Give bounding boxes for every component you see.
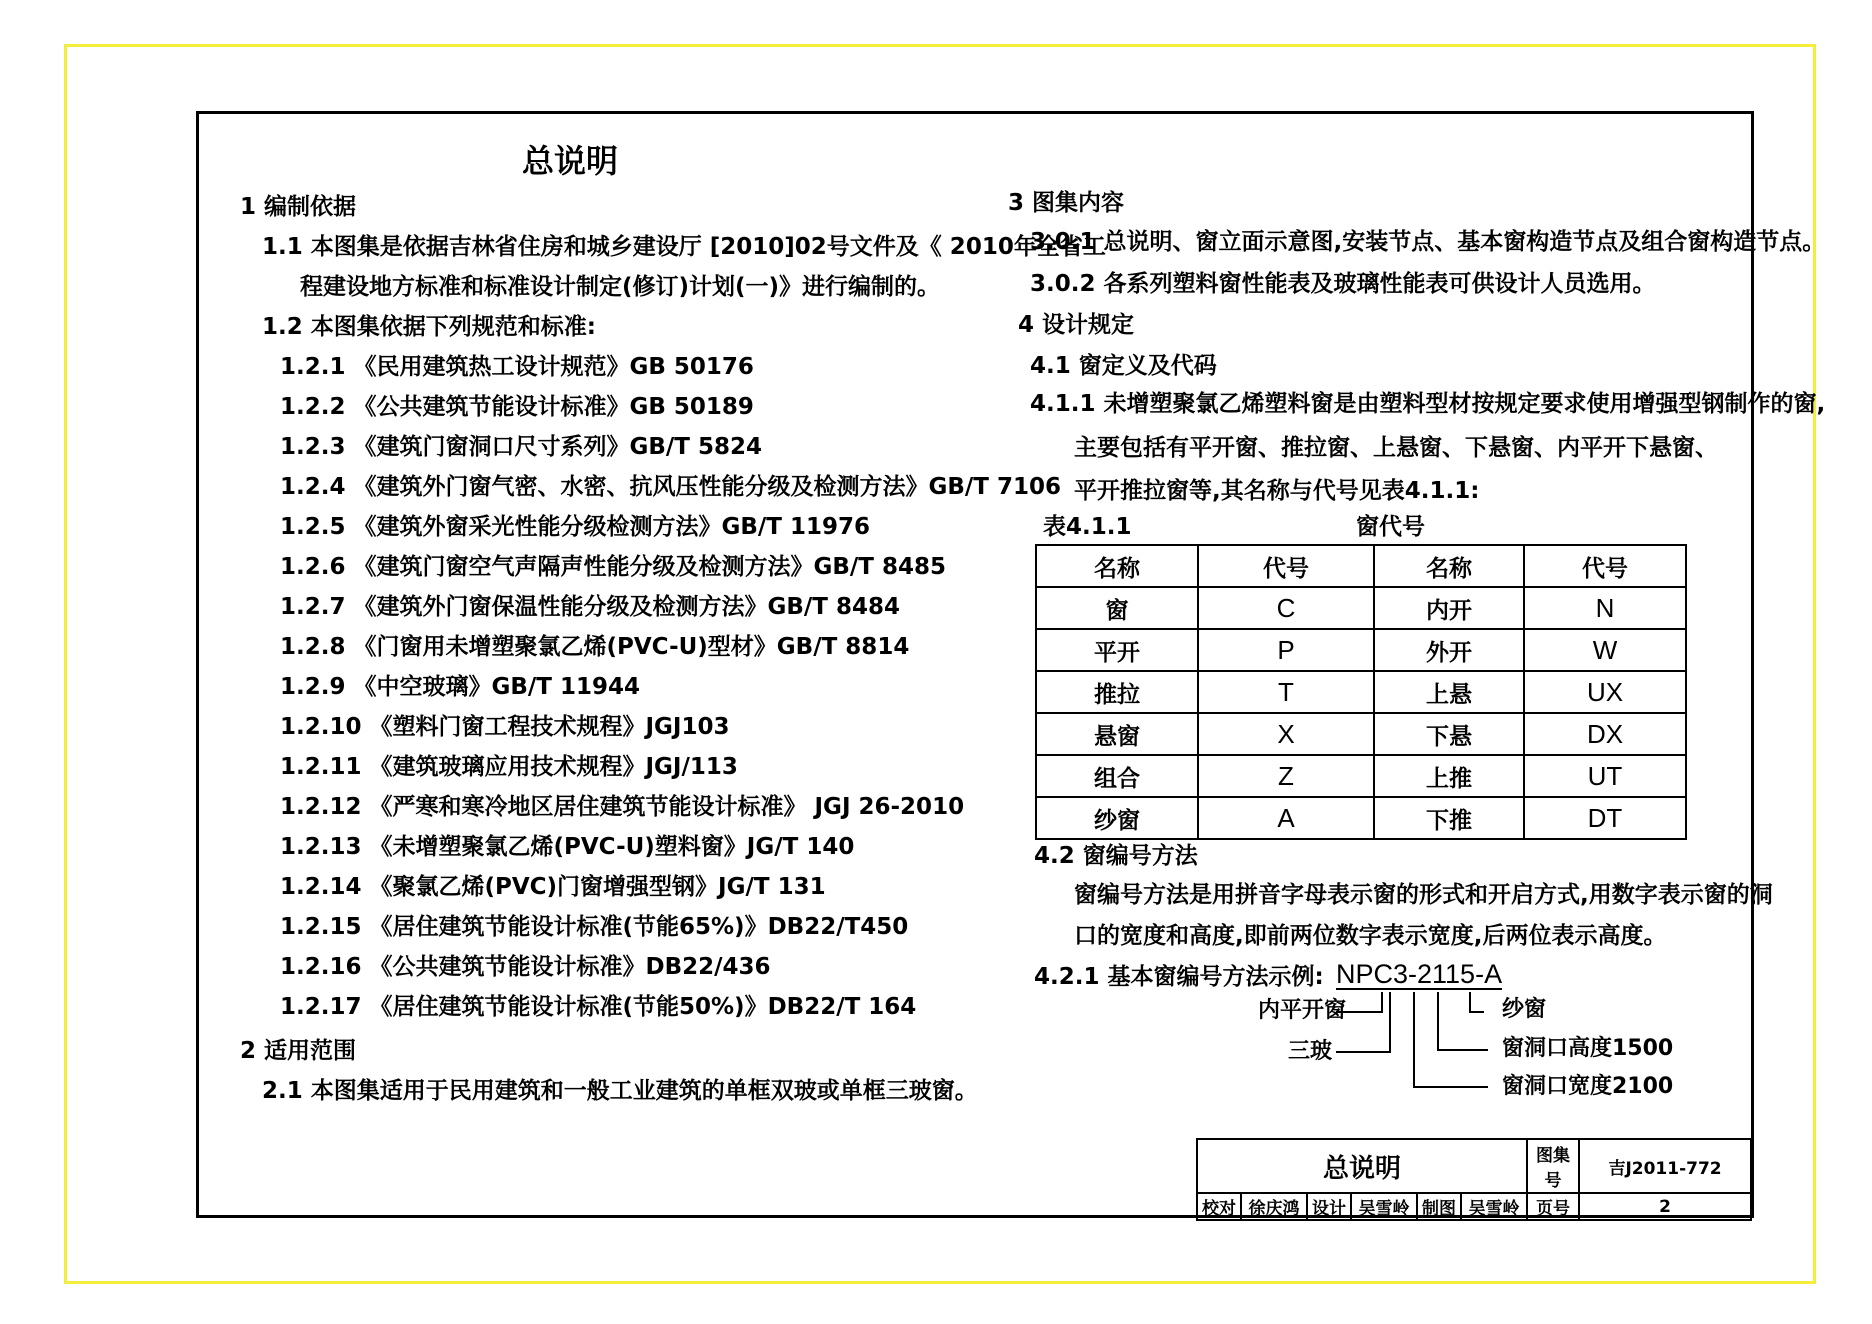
callout-line-height — [1438, 992, 1488, 1050]
table-cell: 下悬 — [1374, 713, 1524, 755]
table-header: 名称 — [1036, 545, 1198, 587]
table-row — [1036, 713, 1686, 755]
title-block-design-name: 吴雪岭 — [1351, 1193, 1417, 1220]
table-header: 代号 — [1524, 545, 1686, 587]
title-block-draw-name: 吴雪岭 — [1461, 1193, 1527, 1220]
title-block-atlas-label: 图集号 — [1527, 1139, 1579, 1193]
table-cell: 组合 — [1036, 755, 1198, 797]
standard-item: 1.2.7 《建筑外门窗保温性能分级及检测方法》GB/T 8484 — [280, 594, 901, 620]
table-cell: UT — [1524, 755, 1686, 797]
title-block-row-bottom — [1197, 1193, 1751, 1220]
table-caption: 窗代号 — [1356, 514, 1425, 540]
section-2-heading: 2 适用范围 — [240, 1038, 357, 1064]
table-cell: 纱窗 — [1036, 797, 1198, 839]
table-cell: 窗 — [1036, 587, 1198, 629]
section-3-0-1: 3.0.1 总说明、窗立面示意图,安装节点、基本窗构造节点及组合窗构造节点。 — [1030, 229, 1826, 255]
section-1-1-line2: 程建设地方标准和标准设计制定(修订)计划(一)》进行编制的。 — [300, 274, 941, 300]
table-cell: A — [1198, 797, 1374, 839]
title-block-check-name: 徐庆鸿 — [1241, 1193, 1307, 1220]
section-4-heading: 4 设计规定 — [1018, 312, 1135, 338]
callout-glass: 三玻 — [1288, 1039, 1333, 1064]
standard-item: 1.2.17 《居住建筑节能设计标准(节能50%)》DB22/T 164 — [280, 994, 917, 1020]
title-block-atlas-no: 吉J2011-772 — [1579, 1139, 1751, 1193]
table-row — [1036, 797, 1686, 839]
standard-item: 1.2.1 《民用建筑热工设计规范》GB 50176 — [280, 354, 754, 380]
table-row — [1036, 755, 1686, 797]
table-cell: 上悬 — [1374, 671, 1524, 713]
title-block-draw-label: 制图 — [1417, 1193, 1461, 1220]
standard-item: 1.2.16 《公共建筑节能设计标准》DB22/436 — [280, 954, 771, 980]
standard-item: 1.2.2 《公共建筑节能设计标准》GB 50189 — [280, 394, 754, 420]
standard-item: 1.2.5 《建筑外窗采光性能分级检测方法》GB/T 11976 — [280, 514, 871, 540]
table-cell: C — [1198, 587, 1374, 629]
section-4-1-1-line1: 4.1.1 未增塑聚氯乙烯塑料窗是由塑料型材按规定要求使用增强型钢制作的窗, — [1030, 391, 1826, 417]
section-1-1-line1: 1.1 本图集是依据吉林省住房和城乡建设厅 [2010]02号文件及《 2010年全省工 — [262, 234, 1106, 260]
table-cell: UX — [1524, 671, 1686, 713]
table-cell: DT — [1524, 797, 1686, 839]
table-header: 代号 — [1198, 545, 1374, 587]
section-4-2: 4.2 窗编号方法 — [1034, 843, 1198, 869]
title-block-row-top — [1197, 1139, 1751, 1193]
standard-item: 1.2.4 《建筑外门窗气密、水密、抗风压性能分级及检测方法》GB/T 7106 — [280, 474, 1062, 500]
table-row — [1036, 587, 1686, 629]
table-cell: DX — [1524, 713, 1686, 755]
section-1-heading: 1 编制依据 — [240, 194, 357, 220]
standard-item: 1.2.8 《门窗用未增塑聚氯乙烯(PVC-U)型材》GB/T 8814 — [280, 634, 910, 660]
title-block — [1196, 1138, 1752, 1221]
standard-item: 1.2.10 《塑料门窗工程技术规程》JGJ103 — [280, 714, 730, 740]
page-title: 总说明 — [522, 142, 619, 180]
example-window-code: NPC3-2115-A — [1336, 959, 1503, 989]
section-4-2-line1: 窗编号方法是用拼音字母表示窗的形式和开启方式,用数字表示窗的洞 — [1074, 882, 1773, 908]
title-block-check-label: 校对 — [1197, 1193, 1241, 1220]
standard-item: 1.2.15 《居住建筑节能设计标准(节能65%)》DB22/T450 — [280, 914, 909, 940]
table-cell: W — [1524, 629, 1686, 671]
table-cell: 内开 — [1374, 587, 1524, 629]
section-1-2: 1.2 本图集依据下列规范和标准: — [262, 314, 596, 340]
table-cell: 下推 — [1374, 797, 1524, 839]
standard-item: 1.2.11 《建筑玻璃应用技术规程》JGJ/113 — [280, 754, 738, 780]
standard-item: 1.2.14 《聚氯乙烯(PVC)门窗增强型钢》JG/T 131 — [280, 874, 826, 900]
table-cell: 悬窗 — [1036, 713, 1198, 755]
section-4-1-1-line2: 主要包括有平开窗、推拉窗、上悬窗、下悬窗、内平开下悬窗、 — [1074, 435, 1718, 461]
table-row — [1036, 671, 1686, 713]
standard-item: 1.2.12 《严寒和寒冷地区居住建筑节能设计标准》 JGJ 26-2010 — [280, 794, 965, 820]
table-cell: 外开 — [1374, 629, 1524, 671]
table-cell: P — [1198, 629, 1374, 671]
table-cell: X — [1198, 713, 1374, 755]
table-cell: 上推 — [1374, 755, 1524, 797]
standard-item: 1.2.13 《未增塑聚氯乙烯(PVC-U)塑料窗》JG/T 140 — [280, 834, 855, 860]
callout-open-type: 内平开窗 — [1258, 998, 1347, 1023]
callout-height: 窗洞口高度1500 — [1502, 1036, 1674, 1061]
standard-item: 1.2.3 《建筑门窗洞口尺寸系列》GB/T 5824 — [280, 434, 763, 460]
standard-item: 1.2.9 《中空玻璃》GB/T 11944 — [280, 674, 641, 700]
table-cell: 推拉 — [1036, 671, 1198, 713]
table-cell: N — [1524, 587, 1686, 629]
window-code-table — [1035, 544, 1687, 840]
section-3-0-2: 3.0.2 各系列塑料窗性能表及玻璃性能表可供设计人员选用。 — [1030, 271, 1656, 297]
callout-line-width — [1414, 992, 1488, 1087]
table-label: 表4.1.1 — [1043, 514, 1132, 540]
section-4-1-1-line3: 平开推拉窗等,其名称与代号见表4.1.1: — [1074, 478, 1480, 504]
callout-line-screen — [1470, 992, 1484, 1012]
section-4-1: 4.1 窗定义及代码 — [1030, 353, 1217, 379]
callout-width: 窗洞口宽度2100 — [1502, 1074, 1674, 1099]
table-cell: 平开 — [1036, 629, 1198, 671]
section-2-1: 2.1 本图集适用于民用建筑和一般工业建筑的单框双玻或单框三玻窗。 — [262, 1078, 978, 1104]
table-header-row — [1036, 545, 1686, 587]
title-block-sheet-title: 总说明 — [1197, 1139, 1527, 1193]
standard-item: 1.2.6 《建筑门窗空气声隔声性能分级及检测方法》GB/T 8485 — [280, 554, 947, 580]
section-3-heading: 3 图集内容 — [1008, 190, 1125, 216]
section-4-2-line2: 口的宽度和高度,即前两位数字表示宽度,后两位表示高度。 — [1074, 923, 1667, 949]
title-block-page-label: 页号 — [1527, 1193, 1579, 1220]
table-row — [1036, 629, 1686, 671]
table-cell: T — [1198, 671, 1374, 713]
section-4-2-1: 4.2.1 基本窗编号方法示例: — [1034, 964, 1324, 990]
callout-screen: 纱窗 — [1502, 997, 1547, 1022]
table-cell: Z — [1198, 755, 1374, 797]
title-block-design-label: 设计 — [1307, 1193, 1351, 1220]
table-header: 名称 — [1374, 545, 1524, 587]
title-block-page-no: 2 — [1579, 1193, 1751, 1220]
